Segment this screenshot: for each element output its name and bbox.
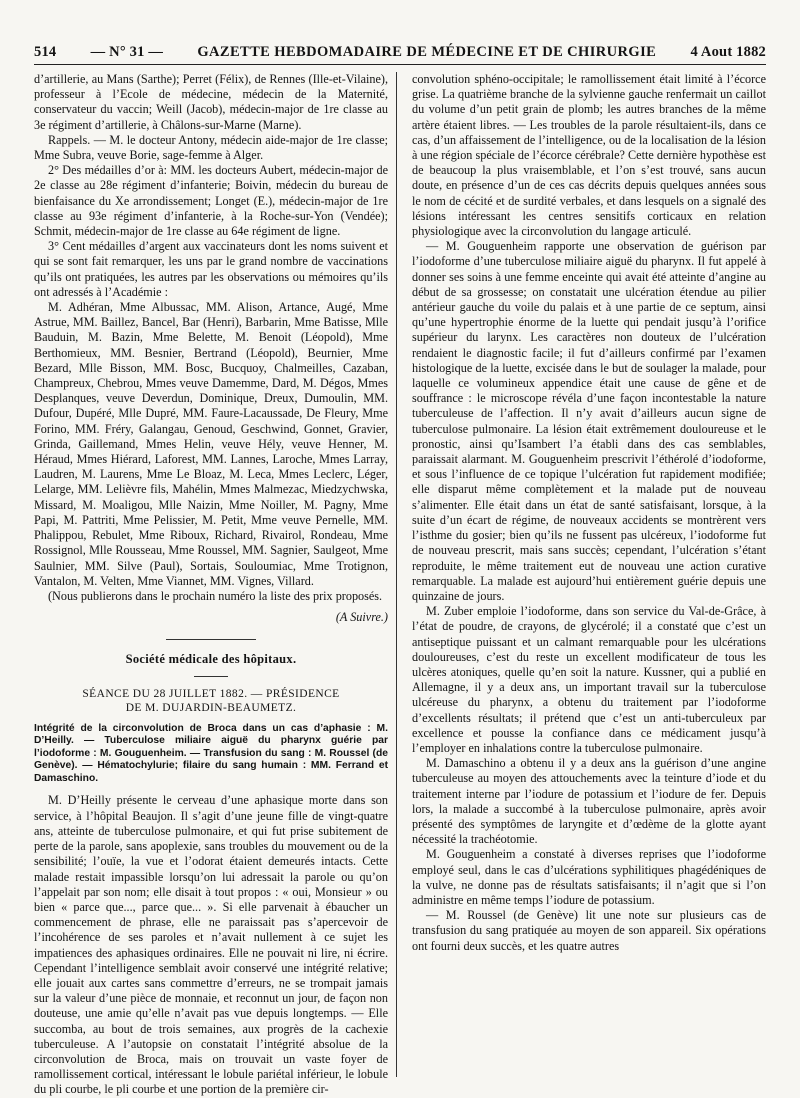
left-column [34,72,388,1098]
paragraph: M. Zuber emploie l’iodoforme, dans son service du Val-de-Grâce, à l’état de poudre, de crayons, de glycérolé; il a constaté que c’est un antiseptique puissant et un calmant remarquable pour les ulcérations douloureuses, c’est du reste un excellent modificateur de tous les ulcères atoniques, quelle qu’en soit la nature. Kussner, qui a publié en Allemagne, il y a deux ans, un important travail sur la tuberculose ulcéreuse du pharynx, a obtenu du traitement par l’iodoforme d’excellents résultats; il prétend que c’est un anti-tuberculeux par excellence et pousse la confiance dans ce médicament jusqu’à l’employer en inhalations contre la tuberculose pulmonaire. [412,604,766,755]
session-summary: Intégrité de la circonvolution de Broca dans un cas d’aphasie : M. D’Heilly. — Tuberculose miliaire aiguë du pharynx guérie par l’iodoforme : M. Gouguenheim. — Transfusion du sang : M. Roussel (de Genève). — Hématochylurie; filaire du sang humain : MM. Ferrand et Damaschino. [34,722,388,784]
right-column [412,72,766,1098]
session-line-2: DE M. DUJARDIN-BEAUMETZ. [125,701,297,714]
short-rule [194,676,228,677]
paragraph: convolution sphéno-occipitale; le ramollissement était limité à l’écorce grise. La quatrième branche de la sylvienne gauche renfermait un caillot du volume d’un petit grain de plomb; les autres branches de la même artère étaient libres. — Les troubles de la parole résultaient-ils, dans ce cas, d’un affaissement de l’intelligence, ou de la localisation de la lésion à une région spéciale de l’écorce cérébrale? Cette dernière hypothèse est de beaucoup la plus vraisemblable, et l’on s’est trouvé, sans aucun doute, en présence d’un de ces cas décrits depuis quelques années sous le nom de cécité et de surdité verbales, et dans lesquels on a signalé des lésions intéressant les centres sensitifs corticaux en relation physiologique avec la circonvolution du langage articulé. [412,72,766,239]
text-columns [34,72,766,1098]
issue-date: 4 Aout 1882 [690,44,766,60]
page-number: 514 [34,44,57,60]
issue-number: — N° 31 — [90,44,164,60]
to-follow-note: (A Suivre.) [335,610,388,625]
paragraph: Rappels. — M. le docteur Antony, médecin aide-major de 1re classe; Mme Subra, veuve Borie, sage-femme à Alger. [34,132,388,163]
paragraph: (Nous publierons dans le prochain numéro la liste des prix proposés. [48,588,383,603]
paragraph: M. Damaschino a obtenu il y a deux ans la guérison d’une angine tuberculeuse au moyen des attouchements avec la teinture d’iode et du traitement interne par l’iodure de potassium et l’iodure de fer. Depuis lors, la malade a succombé à la tuberculose pulmonaire, après avoir présenté des symptômes de laryngite et d’œdème de la glotte ayant nécessité la trachéotomie. [412,756,766,847]
section-divider [166,639,256,640]
running-header [34,44,766,65]
paragraph: — M. Roussel (de Genève) lit une note sur plusieurs cas de transfusion du sang pratiquée au moyen de son appareil. Six opérations ont fourni deux succès, et les quatre autres [412,908,766,953]
journal-title: GAZETTE HEBDOMADAIRE DE MÉDECINE ET DE CHIRURGIE [197,44,657,60]
paragraph: 3° Cent médailles d’argent aux vaccinateurs dont les noms suivent et qui se sont fait remarquer, les uns par le grand nombre de vaccinations qu’ils ont pratiquées, les autres par les observations ou mémoires qu’ils ont adressés à l’Académie : [34,239,388,299]
session-line-1: SÉANCE DU 28 JUILLET 1882. — PRÉSIDENCE [82,687,340,700]
session-heading [34,687,388,715]
paragraph: 2° Des médailles d’or à: MM. les docteurs Aubert, médecin-major de 2e classe au 28e régiment d’infanterie; Boivin, médecin du bureau de bienfaisance du Xe arrondissement; Longet (E.), médecin-major de 1re classe au 93e régiment d’infanterie, à la Roche-sur-Yon (Vendée); Schmit, médecin-major de 1re classe au 64e régiment de ligne. [34,163,388,239]
paragraph: M. Gouguenheim a constaté à diverses reprises que l’iodoforme employé seul, dans le cas d’ulcérations syphilitiques phagédéniques de la vulve, ne donne pas de résultats satisfaisants; il n’agit que si l’on administre en même temps l’iodure de potassium. [412,847,766,907]
paragraph: M. D’Heilly présente le cerveau d’une aphasique morte dans son service, à l’hôpital Beaujon. Il s’agit d’une jeune fille de vingt-quatre ans, atteinte de tuberculose pulmonaire, et qui fut prise subitement de perte de la parole, sans apoplexie, sans troubles du mouvement ou de la sensibilité; l’ouïe, la vue et l’odorat étaient demeurés intacts. Cette malade restait impassible lorsqu’on lui adressait la parole ou qu’on l’appelait par son nom; elle disait à tout propos : « oui, Monsieur » ou bien « parce que..., parce que... ». Si elle parvenait à ébaucher un commencement de phrase, elle ne paraissait pas s’apercevoir de l’incohérence de ses paroles et n’avait nullement à ce sujet les impatiences des aphasiques ordinaires. Elle ne pouvait ni lire, ni écrire. Cependant l’intelligence semblait avoir conservé une intégrité relative; elle jouait aux cartes sans commettre d’erreurs, ne se trompait jamais sur la valeur d’une pièce de monnaie, et reconnut un jour, de façon non douteuse, une amie qu’elle n’avait pas vue depuis longtemps. — Elle succomba, au bout de trois semaines, aux progrès de la cachexie tuberculeuse. A l’autopsie on constatait l’intégrité absolue de la circonvolution de Broca, mais on trouvait un vaste foyer de ramollissement cortical, intéressant le lobule pariétal inférieur, le lobule du pli courbe, le pli courbe et une portion de la première cir- [34,793,388,1097]
recipient-list: M. Adhéran, Mme Albussac, MM. Alison, Artance, Augé, Mme Astrue, MM. Baillez, Bancel, Bar (Henri), Barbarin, Mme Batisse, Mlle Bauduin, M. Bazin, Mme Belette, M. Benoit (Léopold), Mme Berthomieux, MM. Besnier, Bertrand (Léopold), Beurnier, Mme Bezard, Mlle Bisson, MM. Bosc, Bucquoy, Chalmeilles, Cazaban, Champreux, Chebrou, Mmes veuve Damemme, Dard, M. Dégos, Mmes Desplanques, veuve Deverdun, Dominique, Dreux, Dumoulin, MM. Dufour, Dupéré, Mlle Dupré, MM. Faure-Lacaussade, De Fleury, Mme Forino, MM. Fréry, Galangau, Genoud, Geschwind, Gonnet, Gravier, Grinda, Gaillemand, Mmes Helin, veuve Hély, veuve Henner, M. Héraud, Mmes Hiérard, Laforest, MM. Lannes, Laroche, Mmes Larray, Laudren, M. Laurens, Mme Le Bloaz, M. Leca, Mmes Leclerc, Léger, Lelarge, MM. Lelièvre fils, Mahélin, Mmes Malmezac, Miedzychwska, Missard, M. Moaligou, Mlle Naizin, Mme Noiller, M. Pagny, Mme Papi, M. Pattriti, Mme Pelissier, M. Petit, Mme veuve Pernelle, MM. Phalippou, Rebulet, Mme Riboux, Richard, Rivairol, Rondeau, Mme Rossignol, Mlle Rousseau, Mme Roussel, MM. Sagnier, Saulgeot, Mme Saulnier, MM. Silve (Paul), Sortais, Souloumiac, Mme Trotignon, Vantalon, M. Velten, Mme Viannet, MM. Vignes, Villard. [34,300,388,588]
paragraph: d’artillerie, au Mans (Sarthe); Perret (Félix), de Rennes (Ille-et-Vilaine), professeur à l’Ecole de médecine, médecin de la Maternité, conservateur du vaccin; Weill (Jacob), médecin-major de 1re classe au 3e régiment d’artillerie, à Châlons-sur-Marne (Marne). [34,72,388,132]
paragraph: — M. Gouguenheim rapporte une observation de guérison par l’iodoforme d’une tuberculose miliaire aiguë du pharynx. Il fut appelé à donner ses soins à une femme enceinte qui avait été atteinte d’angine au début de sa grossesse; on constatait une ulcération étendue au pilier antérieur gauche du voile du palais et à une partie de ce septum, ainsi qu’une hypertrophie énorme de la luette qui pendait jusqu’à l’orifice supérieur du larynx. Les caractères non douteux de l’ulcération rendaient le diagnostic facile; il fut d’ailleurs confirmé par l’examen histologique de la luette, excisée dans le but de soulager la malade, pour laquelle ce volumineux appendice était une cause de gêne et de souffrance : le microscope révéla d’une façon incontestable la nature tuberculeuse de l’affection. Il n’y avait d’ailleurs aucun signe de tuberculose pulmonaire. La lésion était extrêmement douloureuse et le pronostic, ainsi qu’Isambert l’a établi dans des cas semblables, paraissait alarmant. M. Gouguenheim prescrivit l’éthérolé d’iodoforme, et sous l’influence de ce topique l’ulcération fut rapidement modifiée; elle disparut même complètement et la malade put de nouveau s’alimenter. Elle était dans un état de santé satisfaisant, lorsque, à la suite d’un écart de régime, de nouveaux accidents se montrèrent vers l’isthme du gosier; bien qu’ils ne fussent pas ulcéreux, l’iodoforme fut de nouveau prescrit, mais sans succès; cependant, l’ulcération s’étant reproduite, le même traitement eut de nouveau une action curative remarquable. La malade est aujourd’hui entièrement guérie depuis une quinzaine de jours. [412,239,766,603]
section-title: Société médicale des hôpitaux. [125,652,297,667]
